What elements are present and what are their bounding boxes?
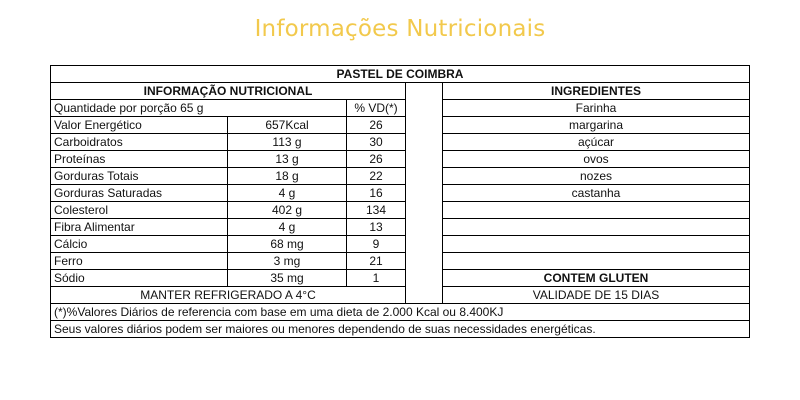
ingredients-blank bbox=[443, 219, 750, 236]
table-row bbox=[51, 270, 750, 287]
portion-label: Quantidade por porção 65 g bbox=[51, 100, 347, 117]
nutrient-vd: 26 bbox=[347, 151, 406, 168]
footnote-row bbox=[51, 321, 750, 338]
storage-note: MANTER REFRIGERADO A 4°C bbox=[51, 287, 406, 304]
nutrient-amount: 113 g bbox=[228, 134, 347, 151]
nutrient-vd: 1 bbox=[347, 270, 406, 287]
table-row bbox=[51, 236, 750, 253]
page-title: Informações Nutricionais bbox=[254, 16, 546, 42]
ingredient-item: Farinha bbox=[443, 100, 750, 117]
nutrient-name: Proteínas bbox=[51, 151, 228, 168]
nutrient-amount: 4 g bbox=[228, 219, 347, 236]
ingredients-header: INGREDIENTES bbox=[443, 83, 750, 100]
nutrient-vd: 30 bbox=[347, 134, 406, 151]
nutrient-name: Sódio bbox=[51, 270, 228, 287]
nutrient-vd: 21 bbox=[347, 253, 406, 270]
gluten-warning: CONTEM GLUTEN bbox=[443, 270, 750, 287]
nutrient-name: Colesterol bbox=[51, 202, 228, 219]
nutrient-amount: 3 mg bbox=[228, 253, 347, 270]
nutrient-name: Gorduras Saturadas bbox=[51, 185, 228, 202]
vd-header: % VD(*) bbox=[347, 100, 406, 117]
disclaimer-footnote: Seus valores diários podem ser maiores ou menores dependendo de suas necessidades energéticas. bbox=[51, 321, 750, 338]
nutrient-amount: 13 g bbox=[228, 151, 347, 168]
nutrient-vd: 16 bbox=[347, 185, 406, 202]
ingredient-item: castanha bbox=[443, 185, 750, 202]
section-header-row bbox=[51, 83, 750, 100]
ingredients-blank bbox=[443, 253, 750, 270]
nutrient-vd: 13 bbox=[347, 219, 406, 236]
table-row bbox=[51, 253, 750, 270]
nutrient-vd: 9 bbox=[347, 236, 406, 253]
table-row bbox=[51, 134, 750, 151]
validity-note: VALIDADE DE 15 DIAS bbox=[443, 287, 750, 304]
product-row bbox=[51, 66, 750, 83]
ingredient-item: ovos bbox=[443, 151, 750, 168]
table-row bbox=[51, 219, 750, 236]
nutrient-vd: 134 bbox=[347, 202, 406, 219]
column-spacer bbox=[406, 83, 443, 304]
nutrient-name: Fibra Alimentar bbox=[51, 219, 228, 236]
table-row bbox=[51, 185, 750, 202]
nutrition-header: INFORMAÇÃO NUTRICIONAL bbox=[51, 83, 406, 100]
nutrient-amount: 35 mg bbox=[228, 270, 347, 287]
table-row bbox=[51, 117, 750, 134]
table-row bbox=[51, 100, 750, 117]
ingredients-blank bbox=[443, 202, 750, 219]
daily-values-footnote: (*)%Valores Diários de referencia com base em uma dieta de 2.000 Kcal ou 8.400KJ bbox=[51, 304, 750, 321]
ingredients-blank bbox=[443, 236, 750, 253]
nutrient-vd: 22 bbox=[347, 168, 406, 185]
nutrient-name: Carboidratos bbox=[51, 134, 228, 151]
nutrient-amount: 68 mg bbox=[228, 236, 347, 253]
nutrient-name: Valor Energético bbox=[51, 117, 228, 134]
nutrition-table bbox=[50, 65, 750, 338]
nutrient-name: Ferro bbox=[51, 253, 228, 270]
ingredient-item: açúcar bbox=[443, 134, 750, 151]
ingredient-item: margarina bbox=[443, 117, 750, 134]
table-row bbox=[51, 287, 750, 304]
nutrient-amount: 402 g bbox=[228, 202, 347, 219]
table-row bbox=[51, 151, 750, 168]
nutrient-amount: 4 g bbox=[228, 185, 347, 202]
nutrient-amount: 18 g bbox=[228, 168, 347, 185]
nutrient-name: Cálcio bbox=[51, 236, 228, 253]
product-name: PASTEL DE COIMBRA bbox=[51, 66, 750, 83]
footnote-row bbox=[51, 304, 750, 321]
ingredient-item: nozes bbox=[443, 168, 750, 185]
table-row bbox=[51, 202, 750, 219]
nutrient-name: Gorduras Totais bbox=[51, 168, 228, 185]
nutrient-vd: 26 bbox=[347, 117, 406, 134]
table-row bbox=[51, 168, 750, 185]
nutrient-amount: 657Kcal bbox=[228, 117, 347, 134]
